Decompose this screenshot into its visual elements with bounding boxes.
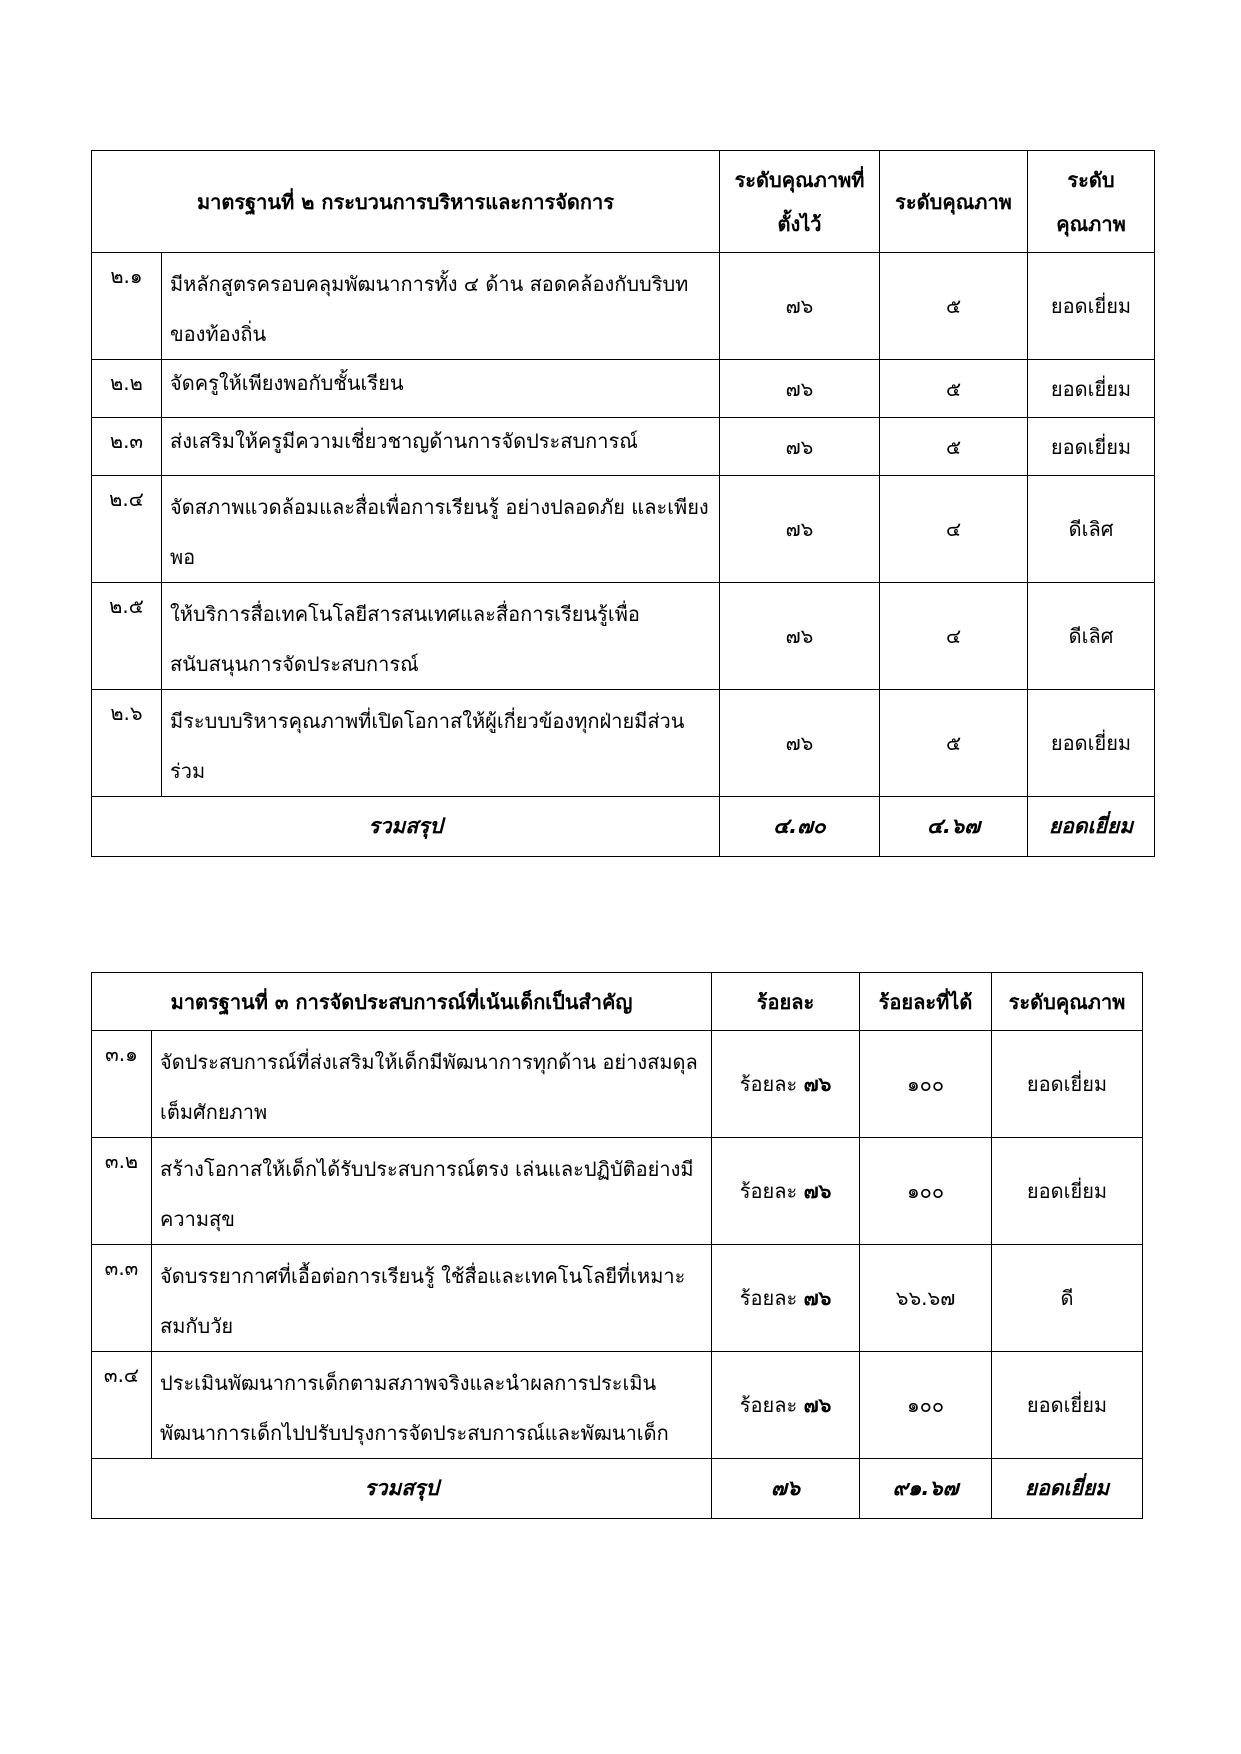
row-description: ส่งเสริมให้ครูมีความเชี่ยวชาญด้านการจัดประสบการณ์ <box>162 418 720 476</box>
row-quality: ยอดเยี่ยม <box>1028 418 1155 476</box>
row-number: ๒.๔ <box>92 476 162 583</box>
header-quality-level: ระดับคุณภาพ <box>880 151 1028 253</box>
row-level: ๕ <box>880 690 1028 797</box>
summary-row <box>92 1459 1143 1519</box>
standard-3-title: มาตรฐานที่ ๓ การจัดประสบการณ์ที่เน้นเด็กเป็นสำคัญ <box>92 973 712 1031</box>
table-row <box>92 1245 1143 1352</box>
row-level: ๕ <box>880 253 1028 360</box>
row-number: ๓.๓ <box>92 1245 152 1352</box>
standard-2-title: มาตรฐานที่ ๒ กระบวนการบริหารและการจัดการ <box>92 151 720 253</box>
standard-3-table <box>91 972 1143 1519</box>
summary-label: รวมสรุป <box>92 797 720 857</box>
standard-2-table <box>91 150 1155 857</box>
row-target: ๗๖ <box>720 476 880 583</box>
summary-quality: ยอดเยี่ยม <box>1028 797 1155 857</box>
row-description: มีระบบบริหารคุณภาพที่เปิดโอกาสให้ผู้เกี่ยวข้องทุกฝ่ายมีส่วนร่วม <box>162 690 720 797</box>
row-description: จัดประสบการณ์ที่ส่งเสริมให้เด็กมีพัฒนาการทุกด้าน อย่างสมดุลเต็มศักยภาพ <box>152 1031 712 1138</box>
row-percent <box>712 1138 860 1245</box>
table-row <box>92 1352 1143 1459</box>
row-quality: ยอดเยี่ยม <box>992 1352 1143 1459</box>
row-number: ๒.๕ <box>92 583 162 690</box>
row-level: ๕ <box>880 360 1028 418</box>
row-description: จัดครูให้เพียงพอกับชั้นเรียน <box>162 360 720 418</box>
row-level: ๔ <box>880 476 1028 583</box>
row-number: ๓.๑ <box>92 1031 152 1138</box>
row-quality: ดี <box>992 1245 1143 1352</box>
table-row <box>92 1138 1143 1245</box>
percent-value: ๗๖ <box>803 1393 832 1417</box>
percent-label: ร้อยละ <box>739 1179 798 1203</box>
row-quality: ดีเลิศ <box>1028 476 1155 583</box>
summary-level: ๔.๖๗ <box>880 797 1028 857</box>
summary-label: รวมสรุป <box>92 1459 712 1519</box>
summary-percent: ๗๖ <box>712 1459 860 1519</box>
header-target-level: ระดับคุณภาพที่ตั้งไว้ <box>720 151 880 253</box>
row-target: ๗๖ <box>720 418 880 476</box>
row-achieved: ๖๖.๖๗ <box>860 1245 992 1352</box>
table-row <box>92 690 1155 797</box>
row-target: ๗๖ <box>720 253 880 360</box>
table-row <box>92 476 1155 583</box>
row-description: จัดบรรยากาศที่เอื้อต่อการเรียนรู้ ใช้สื่อและเทคโนโลยีที่เหมาะสมกับวัย <box>152 1245 712 1352</box>
row-quality: ยอดเยี่ยม <box>1028 253 1155 360</box>
row-target: ๗๖ <box>720 360 880 418</box>
row-description: ประเมินพัฒนาการเด็กตามสภาพจริงและนำผลการประเมินพัฒนาการเด็กไปปรับปรุงการจัดประสบการณ์และพัฒนาเด็ก <box>152 1352 712 1459</box>
row-target: ๗๖ <box>720 690 880 797</box>
percent-label: ร้อยละ <box>739 1286 798 1310</box>
header-percent: ร้อยละ <box>712 973 860 1031</box>
summary-quality: ยอดเยี่ยม <box>992 1459 1143 1519</box>
row-description: จัดสภาพแวดล้อมและสื่อเพื่อการเรียนรู้ อย่างปลอดภัย และเพียงพอ <box>162 476 720 583</box>
row-quality: ยอดเยี่ยม <box>992 1138 1143 1245</box>
row-number: ๒.๖ <box>92 690 162 797</box>
summary-row <box>92 797 1155 857</box>
row-level: ๔ <box>880 583 1028 690</box>
row-quality: ดีเลิศ <box>1028 583 1155 690</box>
header-quality-rating: ระดับคุณภาพ <box>1028 151 1155 253</box>
table-row <box>92 1031 1143 1138</box>
table-row <box>92 583 1155 690</box>
table-row <box>92 253 1155 360</box>
row-number: ๒.๒ <box>92 360 162 418</box>
row-achieved: ๑๐๐ <box>860 1352 992 1459</box>
row-target: ๗๖ <box>720 583 880 690</box>
row-percent <box>712 1352 860 1459</box>
percent-label: ร้อยละ <box>739 1072 798 1096</box>
percent-label: ร้อยละ <box>739 1393 798 1417</box>
row-achieved: ๑๐๐ <box>860 1031 992 1138</box>
header-achieved-percent: ร้อยละที่ได้ <box>860 973 992 1031</box>
table-row <box>92 418 1155 476</box>
header-quality-rating: ระดับคุณภาพ <box>992 973 1143 1031</box>
row-quality: ยอดเยี่ยม <box>1028 360 1155 418</box>
row-achieved: ๑๐๐ <box>860 1138 992 1245</box>
row-description: สร้างโอกาสให้เด็กได้รับประสบการณ์ตรง เล่นและปฏิบัติอย่างมีความสุข <box>152 1138 712 1245</box>
summary-achieved: ๙๑.๖๗ <box>860 1459 992 1519</box>
row-number: ๓.๔ <box>92 1352 152 1459</box>
row-quality: ยอดเยี่ยม <box>1028 690 1155 797</box>
row-percent <box>712 1245 860 1352</box>
row-number: ๒.๑ <box>92 253 162 360</box>
row-level: ๕ <box>880 418 1028 476</box>
percent-value: ๗๖ <box>803 1072 832 1096</box>
table-header-row <box>92 973 1143 1031</box>
table-header-row <box>92 151 1155 253</box>
table-row <box>92 360 1155 418</box>
row-number: ๓.๒ <box>92 1138 152 1245</box>
row-quality: ยอดเยี่ยม <box>992 1031 1143 1138</box>
percent-value: ๗๖ <box>803 1286 832 1310</box>
percent-value: ๗๖ <box>803 1179 832 1203</box>
summary-target: ๔.๗๐ <box>720 797 880 857</box>
row-percent <box>712 1031 860 1138</box>
row-number: ๒.๓ <box>92 418 162 476</box>
row-description: ให้บริการสื่อเทคโนโลยีสารสนเทศและสื่อการเรียนรู้เพื่อสนับสนุนการจัดประสบการณ์ <box>162 583 720 690</box>
row-description: มีหลักสูตรครอบคลุมพัฒนาการทั้ง ๔ ด้าน สอดคล้องกับบริบทของท้องถิ่น <box>162 253 720 360</box>
